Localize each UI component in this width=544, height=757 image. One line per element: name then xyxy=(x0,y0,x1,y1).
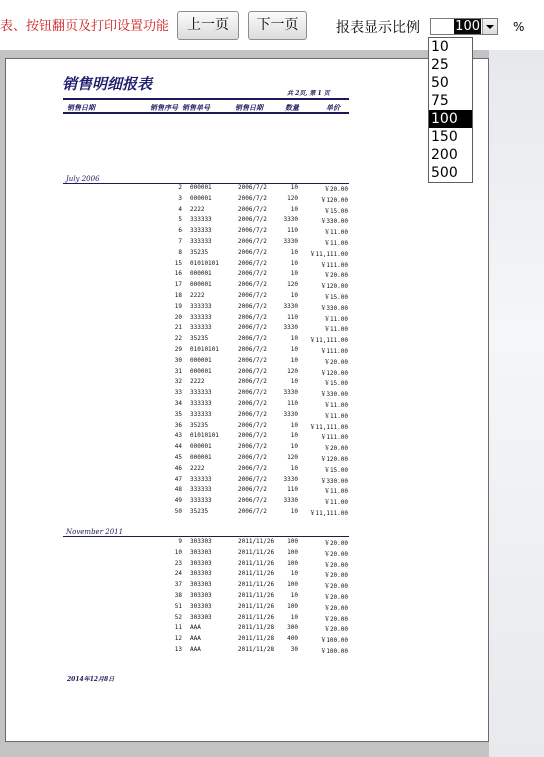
cell-qty: 3330 xyxy=(283,302,298,310)
cell-date: 2006/7/2 xyxy=(238,292,267,299)
cell-order-no: 333333 xyxy=(190,216,212,224)
cell-price: ￥15.00 xyxy=(323,294,348,301)
table-row xyxy=(0,204,350,215)
table-row xyxy=(0,547,350,558)
cell-order-no: 000001 xyxy=(190,454,212,461)
cell-qty: 120 xyxy=(287,281,298,289)
cell-order-no: 333333 xyxy=(190,486,212,494)
cell-price: ￥15.00 xyxy=(323,466,348,474)
cell-seq: 4 xyxy=(178,205,182,213)
cell-seq: 21 xyxy=(174,324,182,332)
cell-seq: 16 xyxy=(174,270,182,278)
scale-option[interactable]: 75 xyxy=(431,93,449,109)
cell-order-no: 333333 xyxy=(190,324,212,332)
col-header-seq: 销售序号 xyxy=(150,103,178,112)
cell-seq: 17 xyxy=(174,281,182,289)
table-row xyxy=(0,430,350,441)
cell-date: 2006/7/2 xyxy=(238,205,267,213)
table-row xyxy=(0,420,350,431)
cell-qty: 110 xyxy=(287,400,298,407)
table-row xyxy=(0,612,350,623)
cell-qty: 10 xyxy=(290,292,298,299)
cell-seq: 47 xyxy=(174,475,182,483)
cell-price: ￥20.00 xyxy=(323,540,348,547)
cell-price: ￥11.00 xyxy=(323,402,348,409)
next-page-button[interactable]: 下一页 xyxy=(248,11,307,40)
cell-qty: 400 xyxy=(287,635,298,643)
cell-price: ￥111.00 xyxy=(320,261,348,269)
table-row xyxy=(0,225,350,236)
cell-date: 2006/7/2 xyxy=(238,270,267,278)
scale-label: 报表显示比例 xyxy=(336,20,420,36)
cell-seq: 10 xyxy=(174,548,182,556)
cell-order-no: 000001 xyxy=(190,356,212,364)
cell-qty: 300 xyxy=(287,624,298,632)
cell-price: ￥20.00 xyxy=(323,615,348,623)
cell-seq: 19 xyxy=(174,302,182,310)
cell-seq: 9 xyxy=(178,538,182,545)
cell-order-no: 303303 xyxy=(190,570,212,578)
cell-price: ￥111.00 xyxy=(320,434,348,442)
group-label: November 2011 xyxy=(66,528,124,536)
cell-date: 2006/7/2 xyxy=(238,400,267,407)
table-row xyxy=(0,376,350,387)
cell-date: 2006/7/2 xyxy=(238,194,267,202)
cell-order-no: 000001 xyxy=(190,281,212,289)
cell-price: ￥20.00 xyxy=(323,186,348,193)
cell-qty: 10 xyxy=(290,592,298,599)
table-row xyxy=(0,268,350,279)
cell-order-no: 01010101 xyxy=(190,259,219,267)
cell-qty: 100 xyxy=(287,559,298,567)
table-row xyxy=(0,463,350,474)
cell-price: ￥20.00 xyxy=(323,572,348,580)
cell-price: ￥15.00 xyxy=(323,207,348,215)
cell-order-no: 303303 xyxy=(190,581,212,589)
cell-date: 2006/7/2 xyxy=(238,356,267,364)
cell-qty: 10 xyxy=(290,259,298,267)
table-row xyxy=(0,387,350,398)
cell-order-no: 35235 xyxy=(190,248,209,256)
table-row xyxy=(0,247,350,258)
scale-select-value: 100 xyxy=(455,19,480,34)
cell-price: ￥100.00 xyxy=(320,637,348,645)
cell-price: ￥11.00 xyxy=(323,499,348,507)
cell-qty: 3330 xyxy=(283,324,298,332)
cell-price: ￥330.00 xyxy=(320,304,348,312)
cell-order-no: 333333 xyxy=(190,410,212,418)
cell-qty: 10 xyxy=(290,432,298,440)
table-row xyxy=(0,258,350,269)
table-row xyxy=(0,590,350,601)
cell-qty: 120 xyxy=(287,367,298,375)
col-header-sale-date: 销售日期 xyxy=(67,103,95,112)
cell-qty: 10 xyxy=(290,464,298,472)
scale-option[interactable]: 200 xyxy=(431,147,458,163)
table-row xyxy=(0,193,350,204)
scale-option[interactable]: 50 xyxy=(431,75,449,91)
cell-price: ￥120.00 xyxy=(320,369,348,377)
table-row xyxy=(0,622,350,633)
scale-option[interactable]: 500 xyxy=(431,165,458,181)
cell-seq: 5 xyxy=(178,216,182,224)
col-header-order-no: 销售单号 xyxy=(182,103,210,112)
cell-qty: 10 xyxy=(290,378,298,386)
cell-seq: 23 xyxy=(174,559,182,567)
col-header-price: 单价 xyxy=(326,103,340,112)
table-row xyxy=(0,322,350,333)
cell-date: 2006/7/2 xyxy=(238,432,267,440)
toolbar-title: 表、按钮翻页及打印设置功能 xyxy=(0,19,170,34)
cell-price: ￥11.00 xyxy=(323,488,348,496)
table-row xyxy=(0,568,350,579)
cell-seq: 35 xyxy=(174,410,182,418)
cell-seq: 15 xyxy=(174,259,182,267)
cell-order-no: 000001 xyxy=(190,443,212,451)
cell-seq: 3 xyxy=(178,194,182,202)
cell-date: 2011/11/28 xyxy=(238,624,275,632)
cell-seq: 44 xyxy=(174,443,182,451)
cell-order-no: 333333 xyxy=(190,227,212,235)
cell-price: ￥15.00 xyxy=(323,380,348,388)
table-row xyxy=(0,644,350,655)
cell-seq: 8 xyxy=(178,248,182,256)
cell-price: ￥120.00 xyxy=(320,456,348,463)
cell-qty: 120 xyxy=(287,454,298,461)
cell-order-no: 333333 xyxy=(190,400,212,407)
cell-seq: 29 xyxy=(174,346,182,353)
cell-date: 2011/11/26 xyxy=(238,613,275,621)
cell-qty: 10 xyxy=(290,270,298,278)
cell-price: ￥20.00 xyxy=(323,561,348,569)
cell-qty: 110 xyxy=(287,313,298,321)
cell-seq: 2 xyxy=(178,184,182,191)
cell-seq: 43 xyxy=(174,432,182,440)
table-row xyxy=(0,344,350,355)
cell-order-no: 2222 xyxy=(190,378,205,386)
group-label: July 2006 xyxy=(66,175,100,183)
cell-seq: 36 xyxy=(174,421,182,429)
cell-seq: 30 xyxy=(174,356,182,364)
cell-order-no: 333333 xyxy=(190,313,212,321)
cell-qty: 3330 xyxy=(283,475,298,483)
cell-qty: 3330 xyxy=(283,216,298,224)
cell-order-no: AAA xyxy=(190,624,201,632)
cell-date: 2006/7/2 xyxy=(238,378,267,386)
cell-qty: 100 xyxy=(287,602,298,610)
table-row xyxy=(0,484,350,495)
cell-date: 2006/7/2 xyxy=(238,410,267,418)
cell-order-no: 2222 xyxy=(190,205,205,213)
cell-order-no: 333333 xyxy=(190,389,212,397)
table-row xyxy=(0,398,350,409)
cell-price: ￥11,111.00 xyxy=(309,337,348,345)
cell-date: 2006/7/2 xyxy=(238,281,267,289)
cell-date: 2011/11/26 xyxy=(238,592,275,599)
viewer-side-panel xyxy=(489,50,544,757)
cell-price: ￥120.00 xyxy=(320,283,348,291)
cell-qty: 10 xyxy=(290,613,298,621)
cell-price: ￥11.00 xyxy=(323,315,348,323)
table-row xyxy=(0,633,350,644)
cell-order-no: 35235 xyxy=(190,335,209,343)
scale-option[interactable]: 25 xyxy=(431,57,449,73)
cell-date: 2011/11/26 xyxy=(238,581,275,589)
cell-price: ￥11.00 xyxy=(323,240,348,247)
table-row xyxy=(0,236,350,247)
cell-price: ￥20.00 xyxy=(323,550,348,558)
cell-order-no: 333333 xyxy=(190,238,212,245)
cell-order-no: 000001 xyxy=(190,184,212,191)
cell-date: 2011/11/26 xyxy=(238,559,275,567)
cell-price: ￥330.00 xyxy=(320,218,348,226)
cell-order-no: 303303 xyxy=(190,592,212,599)
cell-qty: 3330 xyxy=(283,238,298,245)
cell-price: ￥11.00 xyxy=(323,412,348,420)
cell-date: 2006/7/2 xyxy=(238,324,267,332)
cell-seq: 38 xyxy=(174,592,182,599)
cell-seq: 37 xyxy=(174,581,182,589)
cell-qty: 120 xyxy=(287,194,298,202)
scale-select[interactable] xyxy=(430,18,498,35)
table-row xyxy=(0,579,350,590)
cell-qty: 10 xyxy=(290,443,298,451)
table-row xyxy=(0,452,350,463)
cell-date: 2006/7/2 xyxy=(238,421,267,429)
table-row xyxy=(0,279,350,290)
cell-seq: 11 xyxy=(174,624,182,632)
cell-seq: 31 xyxy=(174,367,182,375)
cell-date: 2006/7/2 xyxy=(238,248,267,256)
cell-date: 2006/7/2 xyxy=(238,464,267,472)
cell-date: 2006/7/2 xyxy=(238,335,267,343)
cell-date: 2006/7/2 xyxy=(238,259,267,267)
cell-seq: 18 xyxy=(174,292,182,299)
table-row xyxy=(0,366,350,377)
cell-qty: 100 xyxy=(287,538,298,545)
cell-seq: 48 xyxy=(174,486,182,494)
cell-seq: 45 xyxy=(174,454,182,461)
cell-price: ￥11.00 xyxy=(323,326,348,334)
cell-seq: 7 xyxy=(178,238,182,245)
col-header-qty: 数量 xyxy=(285,103,299,112)
cell-price: ￥330.00 xyxy=(320,477,348,485)
cell-qty: 10 xyxy=(290,570,298,578)
cell-qty: 30 xyxy=(290,646,298,653)
cell-seq: 22 xyxy=(174,335,182,343)
scale-option[interactable]: 100 xyxy=(429,110,472,128)
scale-dropdown-list[interactable] xyxy=(428,37,473,183)
cell-order-no: AAA xyxy=(190,646,201,653)
cell-seq: 34 xyxy=(174,400,182,407)
chevron-down-icon[interactable] xyxy=(482,19,497,34)
cell-price: ￥20.00 xyxy=(323,594,348,601)
cell-qty: 10 xyxy=(290,248,298,256)
cell-price: ￥20.00 xyxy=(323,445,348,453)
cell-date: 2006/7/2 xyxy=(238,346,267,353)
cell-qty: 10 xyxy=(290,346,298,353)
cell-qty: 3330 xyxy=(283,389,298,397)
table-row xyxy=(0,290,350,301)
cell-qty: 3330 xyxy=(283,497,298,505)
cell-qty: 10 xyxy=(290,421,298,429)
cell-price: ￥20.00 xyxy=(323,604,348,612)
cell-date: 2006/7/2 xyxy=(238,454,267,461)
table-row xyxy=(0,558,350,569)
cell-order-no: 35235 xyxy=(190,421,209,429)
cell-order-no: 000001 xyxy=(190,367,212,375)
cell-qty: 10 xyxy=(290,508,298,515)
cell-seq: 52 xyxy=(174,613,182,621)
col-header-date: 销售日期 xyxy=(235,103,263,112)
cell-date: 2006/7/2 xyxy=(238,367,267,375)
cell-order-no: 01010101 xyxy=(190,346,219,353)
cell-qty: 100 xyxy=(287,581,298,589)
cell-date: 2006/7/2 xyxy=(238,486,267,494)
cell-date: 2006/7/2 xyxy=(238,238,267,245)
cell-order-no: 303303 xyxy=(190,548,212,556)
report-column-header xyxy=(63,98,349,114)
cell-date: 2006/7/2 xyxy=(238,508,267,515)
cell-price: ￥20.00 xyxy=(323,358,348,366)
cell-price: ￥20.00 xyxy=(323,626,348,634)
table-row xyxy=(0,536,350,547)
cell-date: 2006/7/2 xyxy=(238,313,267,321)
cell-price: ￥11,111.00 xyxy=(309,510,348,517)
cell-order-no: 000001 xyxy=(190,270,212,278)
cell-price: ￥20.00 xyxy=(323,583,348,591)
cell-order-no: 303303 xyxy=(190,538,212,545)
cell-date: 2011/11/26 xyxy=(238,548,275,556)
report-footer-date: 2014年12月8日 xyxy=(67,676,115,683)
cell-date: 2006/7/2 xyxy=(238,497,267,505)
cell-price: ￥11.00 xyxy=(323,229,348,237)
cell-price: ￥20.00 xyxy=(323,272,348,280)
cell-seq: 12 xyxy=(174,635,182,643)
table-row xyxy=(0,506,350,517)
table-row xyxy=(0,409,350,420)
table-row xyxy=(0,601,350,612)
table-row xyxy=(0,301,350,312)
cell-qty: 100 xyxy=(287,548,298,556)
cell-price: ￥11,111.00 xyxy=(309,250,348,258)
cell-price: ￥330.00 xyxy=(320,391,348,399)
prev-page-button[interactable]: 上一页 xyxy=(177,11,239,40)
cell-date: 2006/7/2 xyxy=(238,389,267,397)
cell-order-no: 000001 xyxy=(190,194,212,202)
cell-date: 2011/11/26 xyxy=(238,570,275,578)
cell-price: ￥111.00 xyxy=(320,348,348,355)
table-row xyxy=(0,214,350,225)
cell-date: 2011/11/28 xyxy=(238,646,275,653)
cell-qty: 10 xyxy=(290,356,298,364)
cell-date: 2006/7/2 xyxy=(238,184,267,191)
table-row xyxy=(0,441,350,452)
cell-date: 2011/11/26 xyxy=(238,602,275,610)
cell-order-no: 01010101 xyxy=(190,432,219,440)
cell-order-no: 2222 xyxy=(190,292,205,299)
table-row xyxy=(0,182,350,193)
cell-qty: 110 xyxy=(287,486,298,494)
cell-qty: 10 xyxy=(290,205,298,213)
cell-seq: 33 xyxy=(174,389,182,397)
cell-seq: 49 xyxy=(174,497,182,505)
cell-date: 2006/7/2 xyxy=(238,227,267,235)
cell-order-no: 303303 xyxy=(190,613,212,621)
table-row xyxy=(0,312,350,323)
cell-seq: 50 xyxy=(174,508,182,515)
cell-order-no: 303303 xyxy=(190,559,212,567)
cell-date: 2006/7/2 xyxy=(238,443,267,451)
cell-qty: 10 xyxy=(290,184,298,191)
cell-seq: 32 xyxy=(174,378,182,386)
report-title: 销售明细报表 xyxy=(62,75,153,93)
cell-date: 2011/11/26 xyxy=(238,538,275,545)
page-info: 共 2页, 第 1 页 xyxy=(287,90,330,97)
cell-order-no: 35235 xyxy=(190,508,209,515)
table-row xyxy=(0,495,350,506)
table-row xyxy=(0,474,350,485)
cell-date: 2006/7/2 xyxy=(238,216,267,224)
cell-order-no: AAA xyxy=(190,635,201,643)
cell-price: ￥100.00 xyxy=(320,648,348,655)
cell-date: 2006/7/2 xyxy=(238,475,267,483)
cell-seq: 24 xyxy=(174,570,182,578)
cell-seq: 20 xyxy=(174,313,182,321)
cell-seq: 6 xyxy=(178,227,182,235)
cell-seq: 13 xyxy=(174,646,182,653)
cell-date: 2006/7/2 xyxy=(238,302,267,310)
percent-sign: % xyxy=(513,20,525,34)
cell-price: ￥11,111.00 xyxy=(309,423,348,431)
cell-order-no: 333333 xyxy=(190,475,212,483)
cell-order-no: 333333 xyxy=(190,302,212,310)
cell-seq: 46 xyxy=(174,464,182,472)
table-row xyxy=(0,355,350,366)
cell-seq: 51 xyxy=(174,602,182,610)
scale-option[interactable]: 150 xyxy=(431,129,458,145)
cell-order-no: 303303 xyxy=(190,602,212,610)
cell-order-no: 2222 xyxy=(190,464,205,472)
cell-qty: 110 xyxy=(287,227,298,235)
cell-qty: 3330 xyxy=(283,410,298,418)
cell-price: ￥120.00 xyxy=(320,196,348,204)
cell-qty: 10 xyxy=(290,335,298,343)
cell-order-no: 333333 xyxy=(190,497,212,505)
table-row xyxy=(0,333,350,344)
cell-date: 2011/11/28 xyxy=(238,635,275,643)
scale-option[interactable]: 10 xyxy=(431,39,449,55)
